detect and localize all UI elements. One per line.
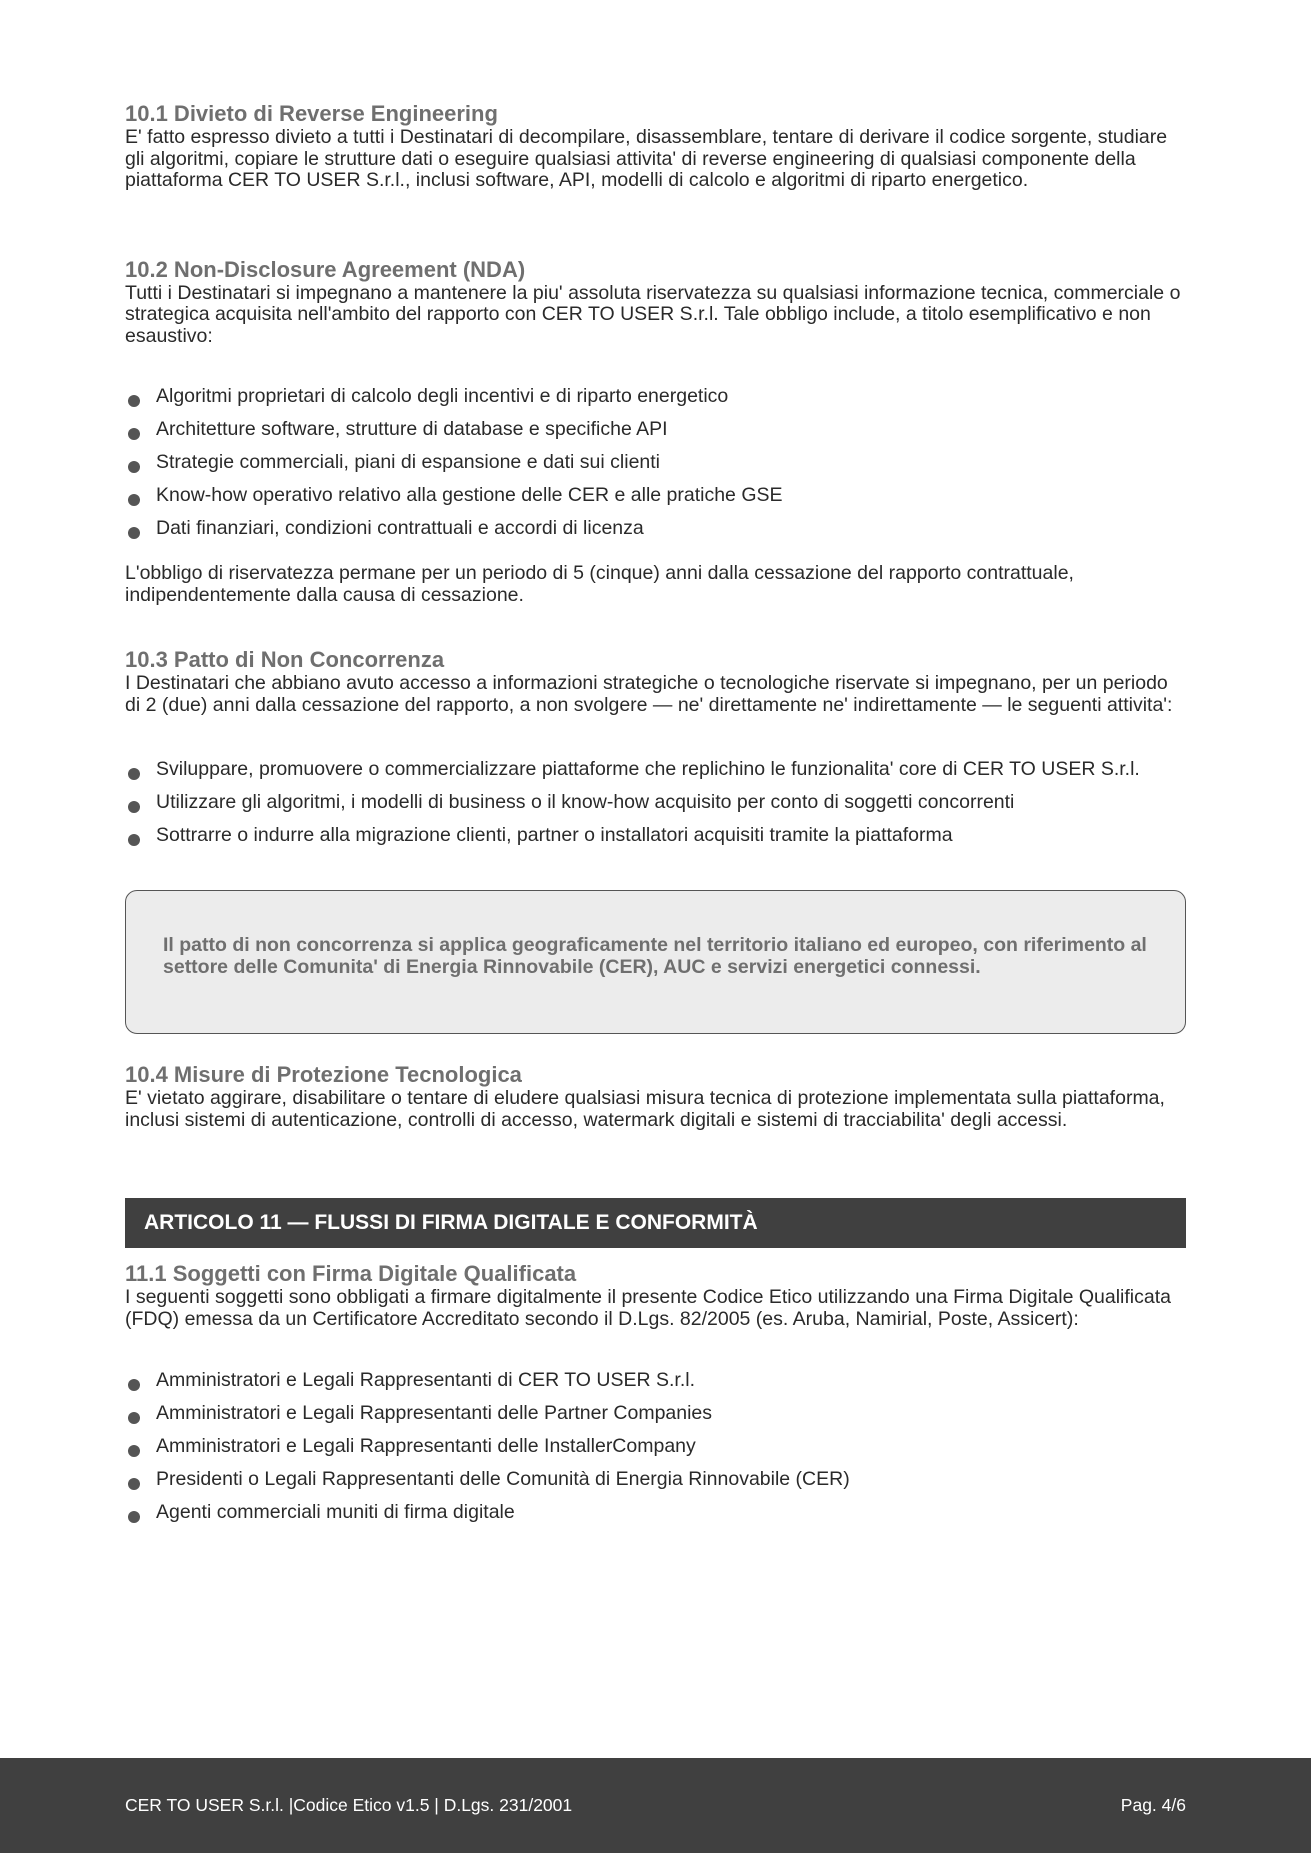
bullet-icon <box>128 494 140 506</box>
list-item: Dati finanziari, condizioni contrattuali e accordi di licenza <box>125 512 1186 545</box>
bullet-icon <box>128 834 140 846</box>
non-compete-note-box <box>125 890 1186 1034</box>
list-item: Strategie commerciali, piani di espansione e dati sui clienti <box>125 446 1186 479</box>
section-body-11-1: I seguenti soggetti sono obbligati a firmare digitalmente il presente Codice Etico utilizzando una Firma Digitale Qualificata (FDQ) emessa da un Certificatore Accreditato secondo il D.Lgs. 82/2005 (es. Aruba, Namirial, Poste, Assicert): <box>125 1286 1171 1330</box>
section-body-10-4: E' vietato aggirare, disabilitare o tentare di eludere qualsiasi misura tecnica di protezione implementata sulla piattaforma, inclusi sistemi di autenticazione, controlli di accesso, watermark digitali e sistemi di tracciabilita' degli accessi. <box>125 1087 1165 1131</box>
bullet-icon <box>128 527 140 539</box>
section-heading-11-1: 11.1 Soggetti con Firma Digitale Qualificata <box>125 1261 577 1286</box>
list-item: Algoritmi proprietari di calcolo degli incentivi e di riparto energetico <box>125 380 1186 413</box>
section-heading-10-3: 10.3 Patto di Non Concorrenza <box>125 647 445 672</box>
document-body <box>125 101 1186 1529</box>
bullet-icon <box>128 1379 140 1391</box>
non-compete-note-text: Il patto di non concorrenza si applica geograficamente nel territorio italiano ed europeo, con riferimento al settore delle Comunita' di Energia Rinnovabile (CER), AUC e servizi energetici connessi. <box>163 934 1147 978</box>
list-item: Agenti commerciali muniti di firma digitale <box>125 1496 1186 1529</box>
nda-closing-text: L'obbligo di riservatezza permane per un periodo di 5 (cinque) anni dalla cessazione del rapporto contrattuale, indipendentemente dalla causa di cessazione. <box>125 562 1074 606</box>
list-item: Amministratori e Legali Rappresentanti delle Partner Companies <box>125 1397 1186 1430</box>
list-item: Amministratori e Legali Rappresentanti di CER TO USER S.r.l. <box>125 1364 1186 1397</box>
section-body-10-2: Tutti i Destinatari si impegnano a mantenere la piu' assoluta riservatezza su qualsiasi informazione tecnica, commerciale o strategica acquisita nell'ambito del rapporto con CER TO USER S.r.l. Tale obbligo include, a titolo esemplificativo e non esaustivo: <box>125 281 1181 347</box>
footer-page-number: Pag. 4/6 <box>1120 1795 1186 1815</box>
section-body-10-1: E' fatto espresso divieto a tutti i Destinatari di decompilare, disassemblare, tentare di derivare il codice sorgente, studiare gli algoritmi, copiare le strutture dati o eseguire qualsiasi attivita' di reverse engineering di qualsiasi componente della piattaforma CER TO USER S.r.l., inclusi software, API, modelli di calcolo e algoritmi di riparto energetico. <box>125 126 1168 191</box>
list-item: Know-how operativo relativo alla gestione delle CER e alle pratiche GSE <box>125 479 1186 512</box>
bullet-icon <box>128 461 140 473</box>
nda-items-list <box>125 380 1186 545</box>
bullet-icon <box>128 768 140 780</box>
list-item: Utilizzare gli algoritmi, i modelli di business o il know-how acquisito per conto di soggetti concorrenti <box>125 786 1186 819</box>
list-item: Sottrarre o indurre alla migrazione clienti, partner o installatori acquisiti tramite la piattaforma <box>125 819 1186 852</box>
section-body-10-3: I Destinatari che abbiano avuto accesso a informazioni strategiche o tecnologiche riservate si impegnano, per un periodo di 2 (due) anni dalla cessazione del rapporto, a non svolgere — ne' direttamente ne' indirettamente — le seguenti attivita': <box>125 672 1173 716</box>
section-heading-10-1: 10.1 Divieto di Reverse Engineering <box>125 101 498 126</box>
list-item: Presidenti o Legali Rappresentanti delle Comunità di Energia Rinnovabile (CER) <box>125 1463 1186 1496</box>
section-heading-10-4: 10.4 Misure di Protezione Tecnologica <box>125 1062 522 1087</box>
footer-document-info: CER TO USER S.r.l. |Codice Etico v1.5 | D.Lgs. 231/2001 <box>125 1795 573 1815</box>
bullet-icon <box>128 1412 140 1424</box>
bullet-icon <box>128 801 140 813</box>
section-heading-10-2: 10.2 Non-Disclosure Agreement (NDA) <box>125 256 526 282</box>
list-item: Sviluppare, promuovere o commercializzare piattaforme che replichino le funzionalita' core di CER TO USER S.r.l. <box>125 753 1186 786</box>
bullet-icon <box>128 1478 140 1490</box>
list-item: Architetture software, strutture di database e specifiche API <box>125 413 1186 446</box>
page-footer <box>0 1758 1311 1853</box>
list-item: Amministratori e Legali Rappresentanti delle InstallerCompany <box>125 1430 1186 1463</box>
bullet-icon <box>128 1445 140 1457</box>
bullet-icon <box>128 428 140 440</box>
signatories-list <box>125 1364 1186 1529</box>
bullet-icon <box>128 1511 140 1523</box>
article-11-banner: ARTICOLO 11 — FLUSSI DI FIRMA DIGITALE E CONFORMITÀ <box>125 1198 1186 1248</box>
non-compete-items-list <box>125 753 1186 852</box>
bullet-icon <box>128 395 140 407</box>
